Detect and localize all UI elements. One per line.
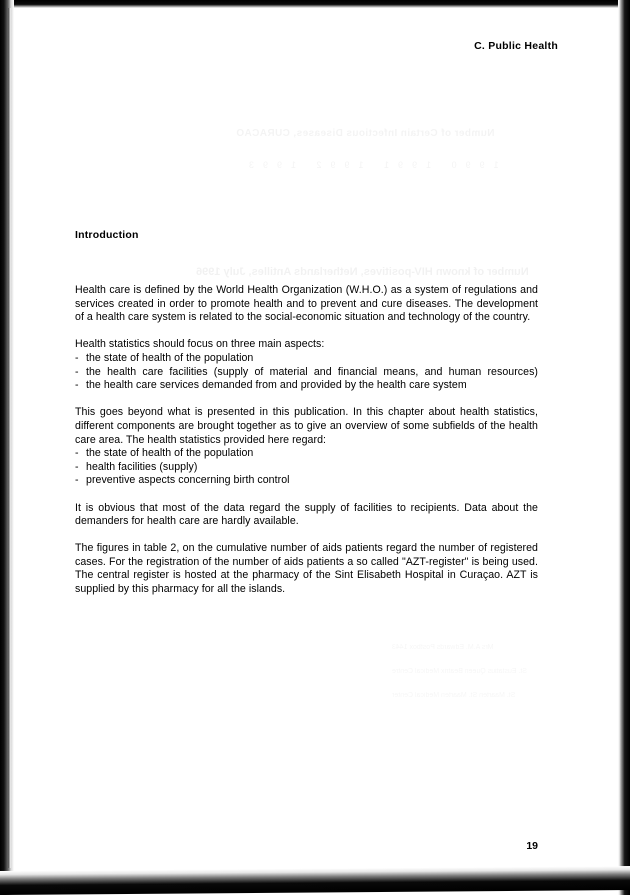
list-item-label: the health care facilities (supply of material and financial means, and human resources): [86, 365, 538, 378]
list-item: [75, 352, 538, 366]
paragraph-spacer: [75, 325, 538, 339]
list-item: [75, 474, 538, 488]
dash-bullet-icon: -: [75, 474, 79, 487]
list-provided-statistics: [75, 447, 538, 488]
bleed-through-line-a: [392, 644, 494, 651]
bleed-through-subtitle: Number of known HIV-positives, Netherlands Antilles, July 1996: [196, 266, 529, 278]
paragraph-definition: Health care is defined by the World Health Organization (W.H.O.) as a system of regulations and services created in order to promote health and to prevent and cure diseases. The development of a health care system is related to the social-economic situation and technology of the country.: [75, 284, 538, 324]
bleed-through-title: [236, 128, 494, 139]
scan-edge-left: [0, 0, 14, 895]
paragraph-aspects-intro: Health statistics should focus on three main aspects:: [75, 338, 325, 351]
running-header: C. Public Health: [474, 40, 558, 52]
paragraph-spacer: [75, 393, 538, 407]
dash-bullet-icon: -: [75, 460, 79, 473]
scan-edge-left-inner: [8, 8, 11, 868]
list-item-label: the state of health of the population: [86, 351, 254, 364]
paragraph-azt-register: The figures in table 2, on the cumulative number of aids patients regard the number of registered cases. For the registration of the number of aids patients a so called "AZT-register" is being used. The central register is hosted at the pharmacy of the Sint Elisabeth Hospital in Curaçao. AZT is supplied by this pharmacy for all the islands.: [75, 542, 538, 596]
list-item: [75, 379, 538, 393]
bleed-through-line-b: [392, 668, 527, 675]
paragraph-scope-intro: This goes beyond what is presented in this publication. In this chapter about health statistics, different components are brought together as to give an overview of some subfields of the health care area. The health statistics provided here regard:: [75, 406, 538, 446]
list-main-aspects: [75, 352, 538, 393]
list-item: [75, 461, 538, 475]
dash-bullet-icon: -: [75, 365, 79, 378]
list-item-label: the state of health of the population: [86, 447, 254, 460]
bleed-through-row: [240, 160, 499, 170]
dash-bullet-icon: -: [75, 379, 79, 392]
paragraph-supply-demand: It is obvious that most of the data regard the supply of facilities to recipients. Data about the demanders for health care are hardly available.: [75, 501, 538, 528]
list-item-label: the health care services demanded from and provided by the health care system: [86, 379, 467, 392]
list-item: [75, 366, 538, 380]
list-item-label: preventive aspects concerning birth control: [86, 474, 290, 487]
list-item-label: health facilities (supply): [86, 460, 198, 473]
dash-bullet-icon: -: [75, 351, 79, 364]
scan-edge-top: [0, 0, 630, 8]
dash-bullet-icon: -: [75, 447, 79, 460]
scan-edge-bottom: [0, 866, 630, 895]
body-content: [75, 229, 538, 597]
bleed-through-line-c: [392, 692, 515, 699]
paragraph-spacer: [75, 488, 538, 502]
section-heading: Introduction: [75, 229, 139, 241]
scan-edge-right: [618, 0, 630, 895]
page-number: 19: [526, 840, 538, 852]
list-item: [75, 447, 538, 461]
paragraph-spacer: [75, 529, 538, 543]
